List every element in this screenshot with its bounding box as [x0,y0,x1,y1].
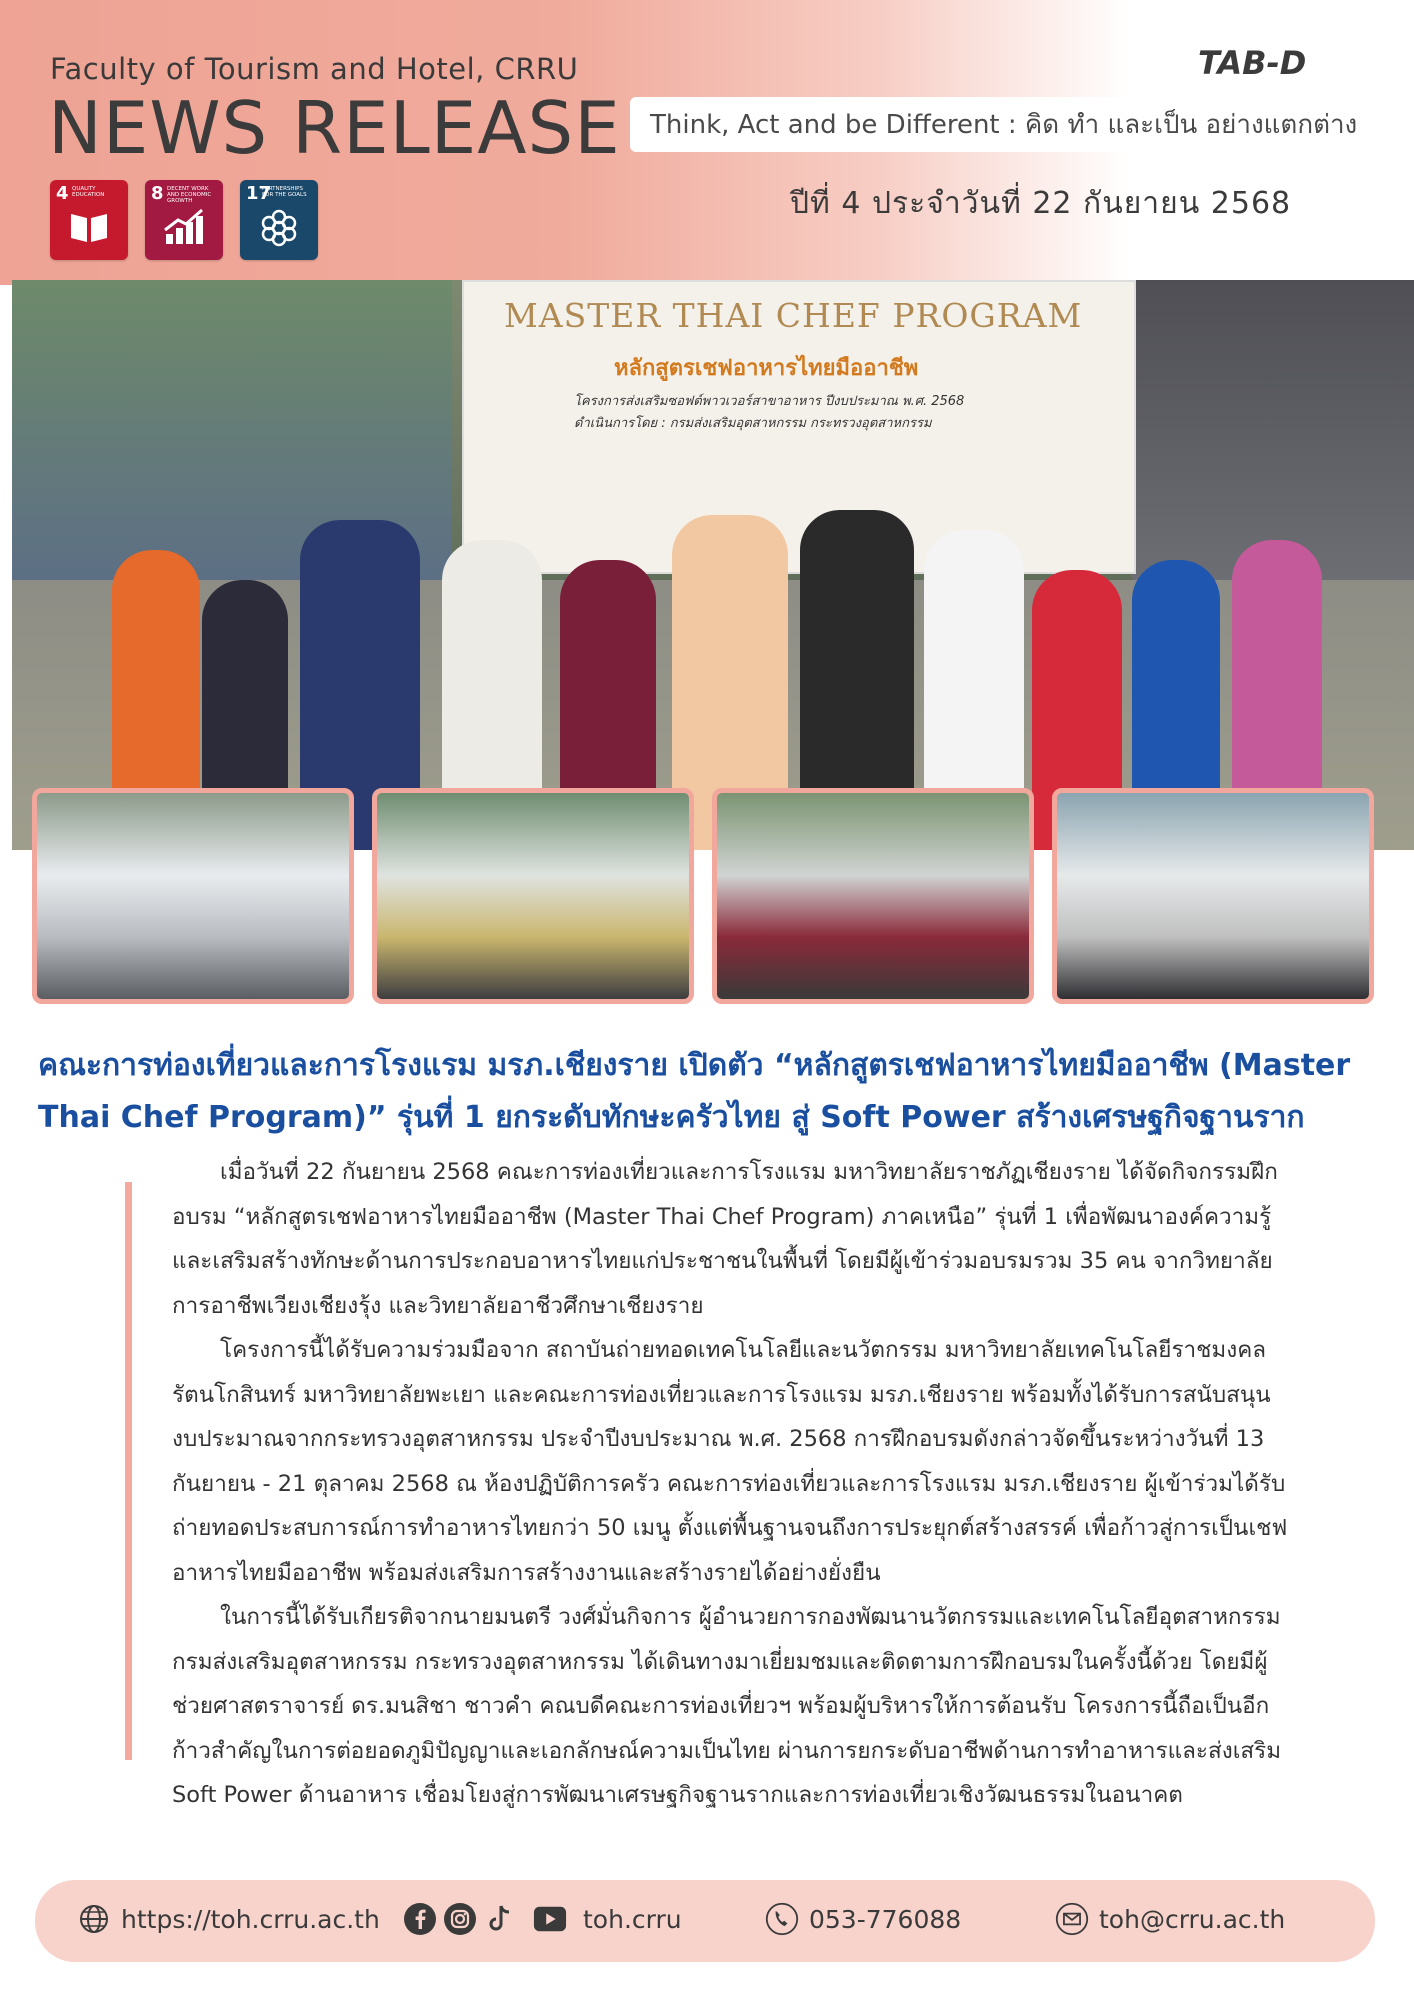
thumbnail-photo-1 [32,788,354,1004]
sdg-caption: PARTNERSHIPS FOR THE GOALS [262,186,307,198]
sdg-caption: DECENT WORK AND ECONOMIC GROWTH [167,186,212,204]
article-paragraph: เมื่อวันที่ 22 กันยายน 2568 คณะการท่องเที่ยวและการโรงแรม มหาวิทยาลัยราชภัฏเชียงราย ได้จัดกิจกรรมฝึกอบรม “หลักสูตรเชฟอาหารไทยมืออาชีพ (Master Thai Chef Program) ภาคเหนือ” รุ่นที่ 1 เพื่อพัฒนาองค์ความรู้และเสริมสร้างทักษะด้านการประกอบอาหารไทยแก่ประชาชนในพื้นที่ โดยมีผู้เข้าร่วมอบรมรวม 35 คน จากวิทยาลัยการอาชีพเวียงเชียงรุ้ง และวิทยาลัยอาชีวศึกษาเชียงราย [172,1159,1278,1319]
slogan-box: Think, Act and be Different : คิด ทำ และเป็น อย่างแตกต่าง [630,97,1330,152]
issue-date: ปีที่ 4 ประจำวันที่ 22 กันยายน 2568 [790,186,1292,221]
article-paragraph: ในการนี้ได้รับเกียรติจากนายมนตรี วงศ์มั่นกิจการ ผู้อำนวยการกองพัฒนานวัตกรรมและเทคโนโลยีอุตสาหกรรม กรมส่งเสริมอุตสาหกรรม กระทรวงอุตสาหกรรม ได้เดินทางมาเยี่ยมชมและติดตามการฝึกอบรมในครั้งนี้ด้วย โดยมีผู้ช่วยศาสตราจารย์ ดร.มนสิชา ชาวคำ คณบดีคณะการท่องเที่ยวฯ พร้อมผู้บริหารให้การต้อนรับ โครงการนี้ถือเป็นอีกก้าวสำคัญในการต่อยอดภูมิปัญญาและเอกลักษณ์ความเป็นไทย ผ่านการยกระดับอาชีพด้านการทำอาหารและส่งเสริม Soft Power ด้านอาหาร เชื่อมโยงสู่การพัฒนาเศรษฐกิจฐานรากและการท่องเที่ยวเชิงวัฒนธรรมในอนาคต [172,1604,1282,1808]
globe-icon [77,1902,111,1936]
tab-label: TAB-D [1198,44,1307,82]
instagram-icon[interactable] [443,1902,477,1936]
sdg-number: 8 [151,183,164,204]
facebook-icon[interactable] [403,1902,437,1936]
sdg-caption: QUALITY EDUCATION [72,186,105,198]
article-paragraph: โครงการนี้ได้รับความร่วมมือจาก สถาบันถ่ายทอดเทคโนโลยีและนวัตกรรม มหาวิทยาลัยเทคโนโลยีราชมงคลรัตนโกสินทร์ มหาวิทยาลัยพะเยา และคณะการท่องเที่ยวและการโรงแรม มรภ.เชียงราย พร้อมทั้งได้รับการสนับสนุนงบประมาณจากกระทรวงอุตสาหกรรม ประจำปีงบประมาณ พ.ศ. 2568 การฝึกอบรมดังกล่าวจัดขึ้นระหว่างวันที่ 13 กันยายน - 21 ตุลาคม 2568 ณ ห้องปฏิบัติการครัว คณะการท่องเที่ยวและการโรงแรม มรภ.เชียงราย ผู้เข้าร่วมได้รับถ่ายทอดประสบการณ์การทำอาหารไทยกว่า 50 เมนู ตั้งแต่พื้นฐานจนถึงการประยุกต์สร้างสรรค์ เพื่อก้าวสู่การเป็นเชฟอาหารไทยมืออาชีพ พร้อมส่งเสริมการสร้างงานและสร้างรายได้อย่างยั่งยืน [172,1337,1288,1586]
sdg-badges [50,180,318,260]
contact-footer [35,1880,1375,1962]
phone-number: 053-776088 [809,1904,962,1934]
phone-icon [765,1902,799,1936]
sdg-4-badge [50,180,128,260]
banner-title: MASTER THAI CHEF PROGRAM [504,296,1083,335]
sdg-number: 4 [56,183,69,204]
social-links[interactable] [403,1902,682,1936]
main-group-photo [12,280,1414,850]
sdg-17-badge [240,180,318,260]
email-contact[interactable] [1055,1902,1285,1936]
thumbnail-photo-2 [372,788,694,1004]
website-text: https://toh.crru.ac.th [121,1904,380,1934]
people-group [82,430,1372,850]
article-body [172,1150,1292,1818]
banner-project: โครงการส่งเสริมซอฟต์พาวเวอร์สาขาอาหาร ปีงบประมาณ พ.ศ. 2568 [574,394,965,409]
website-link[interactable] [77,1902,380,1936]
thumbnail-photo-3 [712,788,1034,1004]
growth-chart-icon [162,208,206,248]
accent-bar [125,1182,132,1760]
sdg-number: 17 [246,183,272,204]
page-title: NEWS RELEASE [48,86,621,170]
banner-organizer: ดำเนินการโดย : กรมส่งเสริมอุตสาหกรรม กระทรวงอุตสาหกรรม [574,416,932,431]
email-icon [1055,1902,1089,1936]
thumbnail-row [32,788,1378,1010]
phone-contact[interactable] [765,1902,961,1936]
tiktok-icon[interactable] [483,1902,517,1936]
sdg-8-badge [145,180,223,260]
thumbnail-photo-4 [1052,788,1374,1004]
book-icon [67,208,111,248]
email-address: toh@crru.ac.th [1099,1904,1286,1934]
faculty-name: Faculty of Tourism and Hotel, CRRU [50,52,579,86]
social-handle: toh.crru [583,1904,682,1934]
partnership-icon [257,208,301,248]
banner-subtitle: หลักสูตรเชฟอาหารไทยมืออาชีพ [614,356,919,381]
youtube-icon[interactable] [533,1902,567,1936]
article-headline: คณะการท่องเที่ยวและการโรงแรม มรภ.เชียงราย เปิดตัว “หลักสูตรเชฟอาหารไทยมืออาชีพ (Master Thai Chef Program)” รุ่นที่ 1 ยกระดับทักษะครัวไทย สู่ Soft Power สร้างเศรษฐกิจฐานราก [38,1048,1351,1135]
